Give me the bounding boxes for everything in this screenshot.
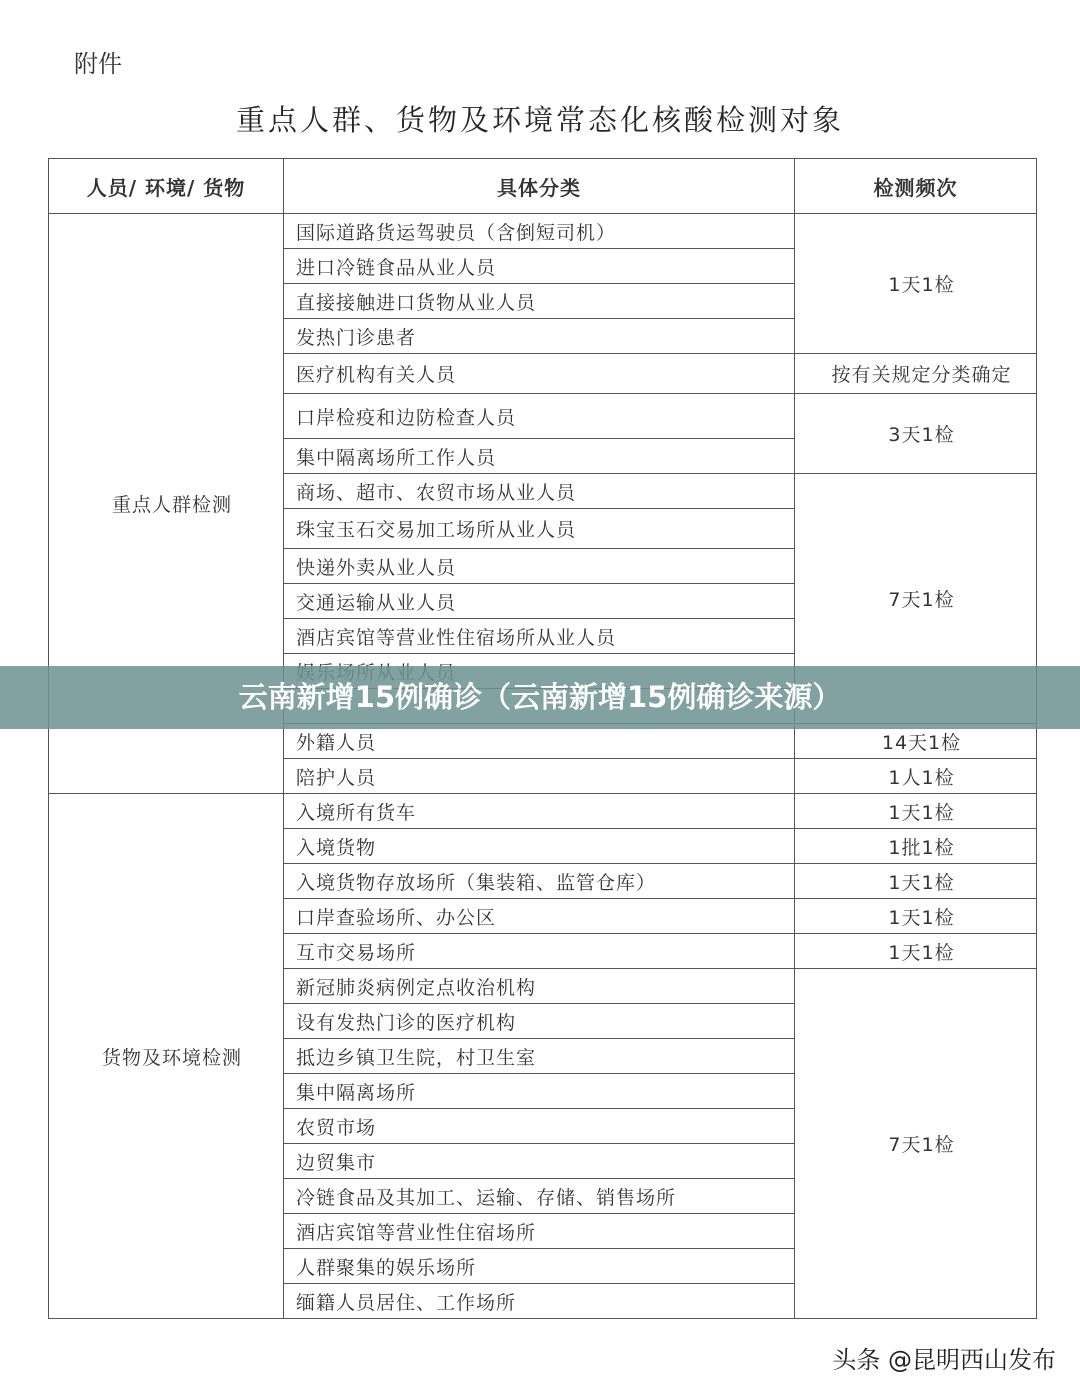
- attachment-label: 附件: [74, 50, 122, 78]
- source-watermark: 头条 @昆明西山发布: [832, 1346, 1056, 1374]
- table-header-row: [49, 159, 1037, 214]
- row-category: 缅籍人员居住、工作场所: [284, 1284, 795, 1319]
- row-category: 进口冷链食品从业人员: [284, 249, 795, 284]
- row-frequency: 1批1检: [795, 829, 1037, 864]
- row-category: 酒店宾馆等营业性住宿场所从业人员: [284, 619, 795, 654]
- header-group: 人员/ 环境/ 货物: [49, 159, 284, 214]
- row-category: 人群聚集的娱乐场所: [284, 1249, 795, 1284]
- row-frequency: 1天1检: [795, 899, 1037, 934]
- row-category: 快递外卖从业人员: [284, 549, 795, 584]
- row-frequency: 1天1检: [795, 864, 1037, 899]
- row-category: 陪护人员: [284, 759, 795, 794]
- row-frequency: 1天1检: [795, 794, 1037, 829]
- table-row: [49, 794, 1037, 829]
- row-frequency: 1天1检: [795, 934, 1037, 969]
- row-category: 边贸集市: [284, 1144, 795, 1179]
- group-goods-environment: 货物及环境检测: [49, 794, 284, 1319]
- row-category: 商场、超市、农贸市场从业人员: [284, 474, 795, 509]
- row-category: 入境所有货车: [284, 794, 795, 829]
- row-frequency: 1天1检: [795, 214, 1037, 354]
- row-category: 外籍人员: [284, 724, 795, 759]
- row-category: 交通运输从业人员: [284, 584, 795, 619]
- group-key-population: 重点人群检测: [49, 214, 284, 794]
- row-category: 农贸市场: [284, 1109, 795, 1144]
- row-frequency: 7天1检: [795, 969, 1037, 1319]
- row-frequency: 按有关规定分类确定: [795, 354, 1037, 394]
- row-frequency: 7天1检: [795, 474, 1037, 724]
- row-category: 国际道路货运驾驶员（含倒短司机）: [284, 214, 795, 249]
- row-frequency: 3天1检: [795, 394, 1037, 474]
- row-category: 发热门诊患者: [284, 319, 795, 354]
- row-category: 入境货物存放场所（集装箱、监管仓库）: [284, 864, 795, 899]
- table-row: [49, 214, 1037, 249]
- row-category: 设有发热门诊的医疗机构: [284, 1004, 795, 1039]
- row-category: 酒店宾馆等营业性住宿场所: [284, 1214, 795, 1249]
- row-category: 口岸检疫和边防检查人员: [284, 394, 795, 439]
- row-category: 口岸查验场所、办公区: [284, 899, 795, 934]
- document-title: 重点人群、货物及环境常态化核酸检测对象: [235, 103, 844, 137]
- row-category: 互市交易场所: [284, 934, 795, 969]
- row-category: 抵边乡镇卫生院，村卫生室: [284, 1039, 795, 1074]
- row-category: 直接接触进口货物从业人员: [284, 284, 795, 319]
- header-category: 具体分类: [284, 159, 795, 214]
- row-category: 珠宝玉石交易加工场所从业人员: [284, 509, 795, 549]
- row-category: 新冠肺炎病例定点收治机构: [284, 969, 795, 1004]
- testing-table: [48, 158, 1037, 1319]
- header-frequency: 检测频次: [795, 159, 1037, 214]
- row-frequency: 1人1检: [795, 759, 1037, 794]
- row-category: 医疗机构有关人员: [284, 354, 795, 394]
- row-category: 集中隔离场所: [284, 1074, 795, 1109]
- row-category: 入境货物: [284, 829, 795, 864]
- headline-banner: 云南新增15例确诊（云南新增15例确诊来源）: [0, 666, 1080, 729]
- row-frequency: 14天1检: [795, 724, 1037, 759]
- row-category: 集中隔离场所工作人员: [284, 439, 795, 474]
- row-category: 冷链食品及其加工、运输、存储、销售场所: [284, 1179, 795, 1214]
